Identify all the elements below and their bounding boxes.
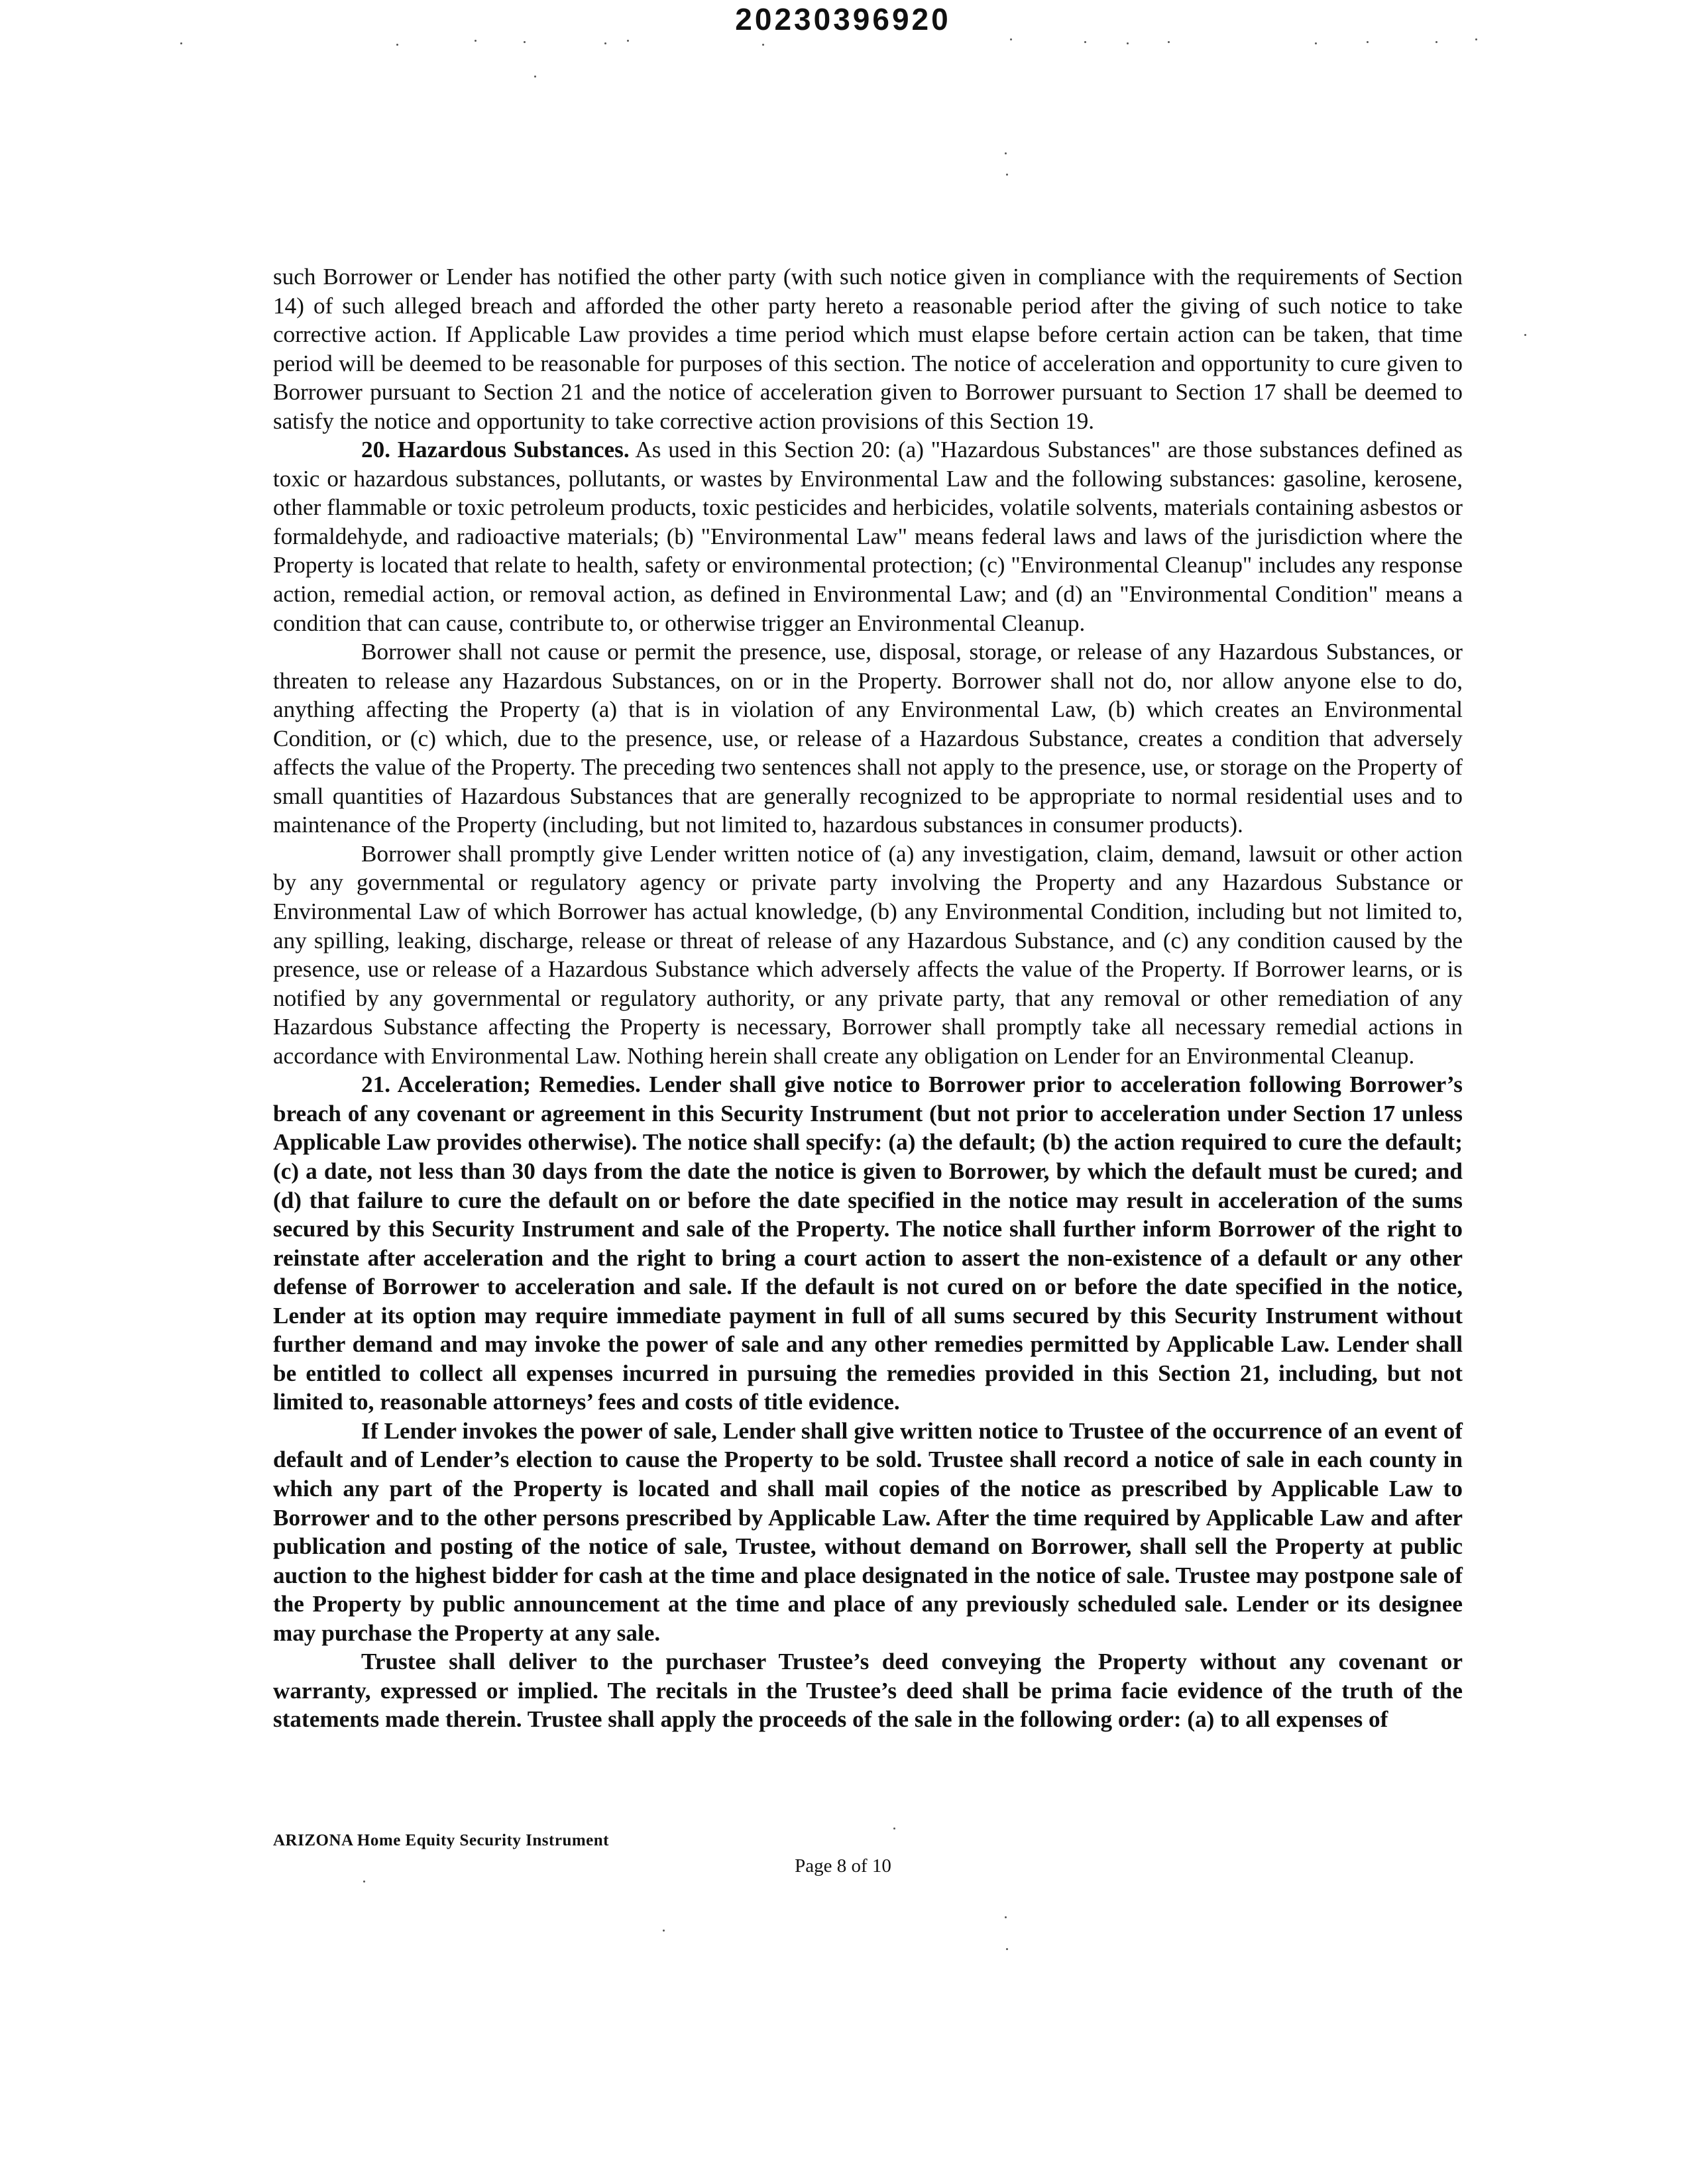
paragraph-section-19-continuation <box>273 262 1463 435</box>
recording-number: 20230396920 <box>735 2 951 36</box>
form-title-footer: ARIZONA Home Equity Security Instrument <box>273 1831 610 1849</box>
paragraph-text: Borrower shall promptly give Lender written notice of (a) any investigation, claim, demand, lawsuit or other action by any governmental or regulatory agency or private party involving the Property and any Hazardous Substance or Environmental Law of which Borrower has actual knowledge, (b) any Environmental Condition, including but not limited to, any spilling, leaking, discharge, release or threat of release of any Hazardous Substance, and (c) any condition caused by the presence, use or release of a Hazardous Substance which adversely affects the value of the Property. If Borrower learns, or is notified by any governmental or regulatory authority, or any private party, that any removal or other remediation of any Hazardous Substance affecting the Property is necessary, Borrower shall promptly take all necessary remedial actions in accordance with Environmental Law. Nothing herein shall create any obligation on Lender for an Environmental Cleanup. <box>273 840 1463 1069</box>
paragraph-text: Borrower shall not cause or permit the presence, use, disposal, storage, or release of any Hazardous Substances, or threaten to release any Hazardous Substances, on or in the Property. Borrower shall not do, nor allow anyone else to do, anything affecting the Property (a) that is in violation of any Environmental Law, (b) which creates an Environmental Condition, or (c) which, due to the presence, use, or release of a Hazardous Substance, creates a condition that adversely affects the value of the Property. The preceding two sentences shall not apply to the presence, use, or storage on the Property of small quantities of Hazardous Substances that are generally recognized to be appropriate to normal residential uses and to maintenance of the Property (including, but not limited to, hazardous substances in consumer products). <box>273 639 1463 838</box>
paragraph-section-20-borrower-restrictions <box>273 637 1463 840</box>
paragraph-section-21-power-of-sale <box>273 1417 1463 1647</box>
paragraph-section-21-acceleration-remedies <box>273 1070 1463 1417</box>
section-heading: 21. Acceleration; Remedies. <box>361 1071 641 1098</box>
document-body <box>273 262 1463 1734</box>
paragraph-text: Lender shall give notice to Borrower prior to acceleration following Borrower’s breach of any covenant or agreement in this Security Instrument (but not prior to acceleration under Section 17 unless Applicable Law provides otherwise). The notice shall specify: (a) the default; (b) the action required to cure the default; (c) a date, not less than 30 days from the date the notice is given to Borrower, by which the default must be cured; and (d) that failure to cure the default on or before the date specified in the notice may result in acceleration of the sums secured by this Security Instrument and sale of the Property. The notice shall further inform Borrower of the right to reinstate after acceleration and the right to bring a court action to assert the non-existence of a default or any other defense of Borrower to acceleration and sale. If the default is not cured on or before the date specified in the notice, Lender at its option may require immediate payment in full of all sums secured by this Security Instrument without further demand and may invoke the power of sale and any other remedies permitted by Applicable Law. Lender shall be entitled to collect all expenses incurred in pursuing the remedies provided in this Section 21, including, but not limited to, reasonable attorneys’ fees and costs of title evidence. <box>273 1071 1463 1415</box>
paragraph-section-21-trustee-deed <box>273 1647 1463 1734</box>
paragraph-text: such Borrower or Lender has notified the other party (with such notice given in compliance with the requirements of Section 14) of such alleged breach and afforded the other party hereto a reasonable period after the giving of such notice to take corrective action. If Applicable Law provides a time period which must elapse before certain action can be taken, that time period will be deemed to be reasonable for purposes of this section. The notice of acceleration and opportunity to cure given to Borrower pursuant to Section 21 and the notice of acceleration given to Borrower pursuant to Section 17 shall be deemed to satisfy the notice and opportunity to take corrective action provisions of this Section 19. <box>273 264 1463 434</box>
paragraph-text: Trustee shall deliver to the purchaser Trustee’s deed conveying the Property without any covenant or warranty, expressed or implied. The recitals in the Trustee’s deed shall be prima facie evidence of the truth of the statements made therein. Trustee shall apply the proceeds of the sale in the following order: (a) to all expenses of <box>273 1649 1463 1733</box>
paragraph-text: As used in this Section 20: (a) "Hazardous Substances" are those substances defined as toxic or hazardous substances, pollutants, or wastes by Environmental Law and the following substances: gasoline, kerosene, other flammable or toxic petroleum products, toxic pesticides and herbicides, volatile solvents, materials containing asbestos or formaldehyde, and radioactive materials; (b) "Environmental Law" means federal laws and laws of the jurisdiction where the Property is located that relate to health, safety or environmental protection; (c) "Environmental Cleanup" includes any response action, remedial action, or removal action, as defined in Environmental Law; and (d) an "Environmental Condition" means a condition that can cause, contribute to, or otherwise trigger an Environmental Cleanup. <box>273 437 1463 636</box>
paragraph-text: If Lender invokes the power of sale, Lender shall give written notice to Trustee of the occurrence of an event of default and of Lender’s election to cause the Property to be sold. Trustee shall record a notice of sale in each county in which any part of the Property is located and shall mail copies of the notice as prescribed by Applicable Law to Borrower and to the other persons prescribed by Applicable Law. After the time required by Applicable Law and after publication and posting of the notice of sale, Trustee, without demand on Borrower, shall sell the Property at public auction to the highest bidder for cash at the time and place designated in the notice of sale. Trustee may postpone sale of the Property by public announcement at the time and place of any previously scheduled sale. Lender or its designee may purchase the Property at any sale. <box>273 1417 1463 1646</box>
paragraph-section-20-notice-obligations <box>273 840 1463 1070</box>
section-heading: 20. Hazardous Substances. <box>361 437 630 463</box>
paragraph-section-20-hazardous-substances <box>273 435 1463 637</box>
page-number: Page 8 of 10 <box>795 1855 891 1877</box>
